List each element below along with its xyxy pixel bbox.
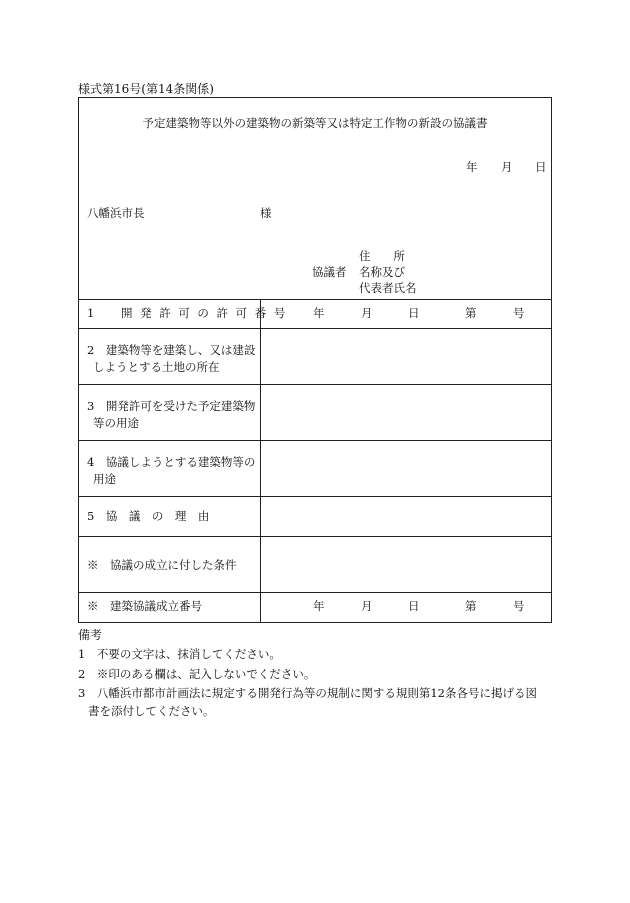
- agreement-number-label: ※ 建築協議成立番号: [87, 599, 202, 613]
- agreement-day: 日: [408, 599, 420, 613]
- planned-building-use-label-line: 3 開発許可を受けた予定建築物: [87, 399, 256, 413]
- date-day: 日: [535, 160, 547, 174]
- permit-year: 年: [313, 306, 325, 320]
- agreement-dai: 第: [465, 599, 477, 613]
- site-location-label-line: しようとする土地の所在: [93, 360, 220, 374]
- row-divider: [79, 592, 551, 593]
- permit-day: 日: [408, 306, 420, 320]
- form-number: 様式第16号(第14条関係): [78, 82, 214, 96]
- row-divider: [79, 384, 551, 385]
- applicant-name-label: 名称及び: [359, 265, 405, 279]
- row-divider: [79, 496, 551, 497]
- date-year: 年: [466, 160, 478, 174]
- agreement-conditions-label: ※ 協議の成立に付した条件: [87, 558, 237, 572]
- date-month: 月: [501, 160, 513, 174]
- addressee-name: 八幡浜市長: [87, 206, 145, 220]
- consulted-building-use-label: [87, 454, 255, 488]
- applicant-address-label: 住 所: [359, 249, 405, 263]
- row-divider: [79, 299, 551, 300]
- site-location-label: [87, 342, 255, 376]
- applicant-representative-label: 代表者氏名: [359, 281, 417, 295]
- application-form: [78, 97, 552, 623]
- agreement-gou: 号: [513, 599, 525, 613]
- row-divider: [79, 536, 551, 537]
- site-location-label-line: 2 建築物等を建築し、又は建設: [87, 343, 256, 357]
- permit-gou: 号: [513, 306, 525, 320]
- permit-dai: 第: [465, 306, 477, 320]
- column-divider: [260, 299, 261, 622]
- addressee-honorific: 様: [260, 206, 272, 220]
- planned-building-use-label-line: 等の用途: [93, 416, 139, 430]
- note-item: 2 ※印のある欄は、記入しないでください。: [78, 667, 316, 681]
- row-divider: [79, 328, 551, 329]
- notes-title: 備考: [78, 628, 103, 642]
- document-title: 予定建築物等以外の建築物の新築等又は特定工作物の新設の協議書: [142, 116, 488, 130]
- planned-building-use-label: [87, 398, 255, 432]
- applicant-label: 協議者: [312, 265, 347, 279]
- note-item: 1 不要の文字は、抹消してください。: [78, 647, 281, 661]
- consulted-building-use-label-line: 4 協議しようとする建築物等の: [87, 455, 256, 469]
- consultation-reason-label: 5 協 議 の 理 由: [87, 509, 210, 523]
- row-divider: [79, 440, 551, 441]
- permit-month: 月: [361, 306, 373, 320]
- agreement-month: 月: [361, 599, 373, 613]
- agreement-year: 年: [313, 599, 325, 613]
- permit-number-label: 1 開発許可の許可番号: [87, 306, 293, 320]
- consulted-building-use-label-line: 用途: [93, 472, 116, 486]
- note-item: 書を添付してください。: [88, 704, 215, 718]
- note-item: 3 八幡浜市都市計画法に規定する開発行為等の規制に関する規則第12条各号に掲げる図: [78, 686, 537, 700]
